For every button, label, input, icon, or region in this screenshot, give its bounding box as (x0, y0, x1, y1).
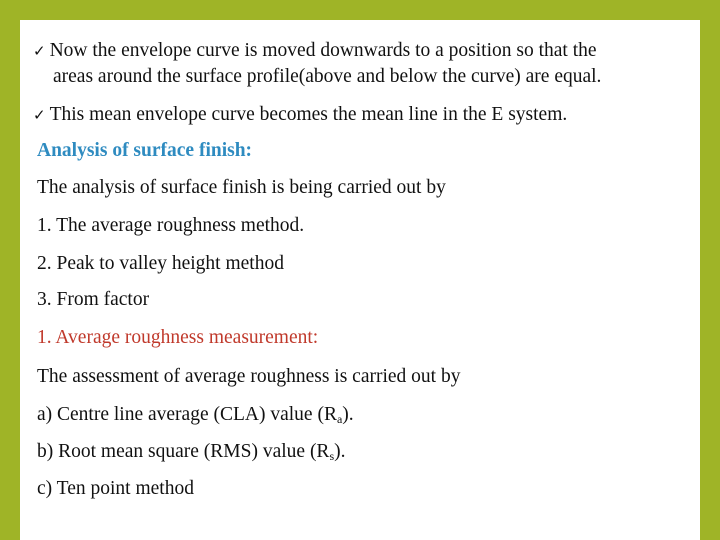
avg-heading: 1. Average roughness measurement: (37, 327, 319, 348)
bullet-1 (33, 40, 597, 63)
bullet-1-line-2: areas around the surface profile(above and below the curve) are equal. (53, 66, 602, 87)
item-b-sub: s (329, 449, 335, 463)
item-a-sub: a (336, 412, 343, 426)
item-c: c) Ten point method (37, 478, 194, 499)
item-a-text: a) Centre line average (CLA) value (R (37, 404, 337, 425)
check-icon: ✓ (33, 108, 46, 124)
method-1: 1. The average roughness method. (37, 215, 305, 236)
analysis-intro: The analysis of surface finish is being carried out by (37, 177, 446, 198)
avg-intro: The assessment of average roughness is carried out by (37, 366, 461, 387)
bullet-1-line-1: Now the envelope curve is moved downwards to a position so that the (49, 40, 597, 61)
slide-content (20, 20, 700, 540)
bullet-2 (33, 104, 567, 127)
method-2: 2. Peak to valley height method (37, 253, 284, 274)
analysis-heading: Analysis of surface finish: (37, 140, 253, 161)
item-b (37, 441, 346, 463)
method-3: 3. From factor (37, 289, 150, 310)
item-b-suffix: ). (334, 441, 346, 462)
item-a (37, 404, 354, 426)
item-b-text: b) Root mean square (RMS) value (R (37, 441, 330, 462)
bullet-2-line-1: This mean envelope curve becomes the mean line in the E system. (49, 104, 568, 125)
item-a-suffix: ). (342, 404, 354, 425)
check-icon: ✓ (33, 44, 46, 60)
